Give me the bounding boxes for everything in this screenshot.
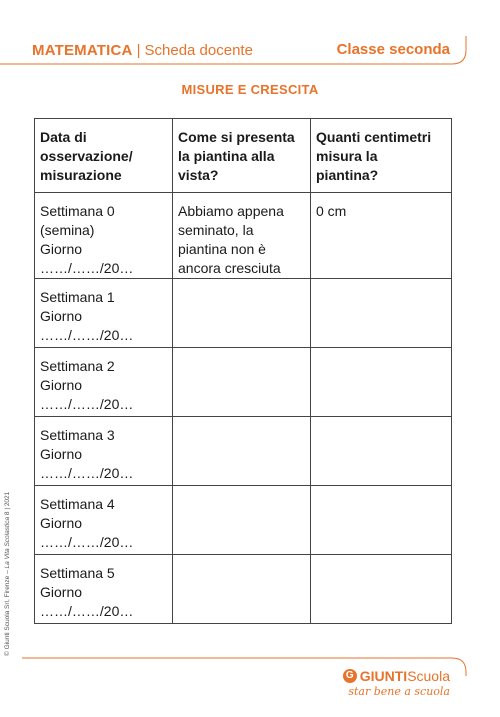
cell-line: Settimana 3 <box>40 427 115 443</box>
cell-line: seminato, la <box>178 222 254 238</box>
cell-line: piantina non è <box>178 241 266 257</box>
header-measure <box>311 119 452 193</box>
table-header-row <box>35 119 452 193</box>
logo-g-icon: G <box>343 669 357 683</box>
header-line: Come si presenta <box>178 129 295 145</box>
date-cell <box>35 486 173 555</box>
cell-line: 0 cm <box>316 203 347 219</box>
class-level-label: Classe seconda <box>336 41 450 58</box>
header-appearance <box>173 119 311 193</box>
table-row <box>35 486 452 555</box>
header-line: piantina? <box>316 167 379 183</box>
cell-line: ancora cresciuta <box>178 260 281 276</box>
cell-line: Abbiamo appena <box>178 203 284 219</box>
copyright-suffix: 8 | 2021 <box>4 491 11 517</box>
date-cell <box>35 555 173 624</box>
header-line: misura la <box>316 148 378 164</box>
measure-cell[interactable] <box>311 555 452 624</box>
appearance-cell[interactable] <box>173 193 311 279</box>
cell-line: Settimana 0 <box>40 203 115 219</box>
cell-line: ……/……/20… <box>40 260 134 276</box>
cell-line: Giorno <box>40 446 83 462</box>
cell-line: Settimana 1 <box>40 289 115 305</box>
table-row <box>35 417 452 486</box>
cell-line: ……/……/20… <box>40 534 134 550</box>
cell-line: Giorno <box>40 515 83 531</box>
logo-wordmark <box>343 668 450 684</box>
table-row <box>35 193 452 279</box>
appearance-cell[interactable] <box>173 486 311 555</box>
giunti-scuola-logo <box>343 668 450 698</box>
cell-line: Giorno <box>40 584 83 600</box>
date-cell <box>35 417 173 486</box>
header-rule <box>0 0 500 70</box>
cell-line: Giorno <box>40 308 83 324</box>
measure-cell[interactable] <box>311 279 452 348</box>
header-line: vista? <box>178 167 219 183</box>
date-cell <box>35 348 173 417</box>
cell-line: (semina) <box>40 222 95 238</box>
header-date <box>35 119 173 193</box>
cell-line: ……/……/20… <box>40 327 134 343</box>
measure-cell[interactable] <box>311 348 452 417</box>
header-line: misurazione <box>40 167 122 183</box>
copyright-prefix: © Giunti Scuola Srl, Firenze – <box>4 568 11 656</box>
page-title: MISURE E CRESCITA <box>181 82 319 97</box>
date-cell <box>35 193 173 279</box>
measure-cell[interactable] <box>311 193 452 279</box>
cell-line: ……/……/20… <box>40 396 134 412</box>
header-separator: | <box>136 42 141 59</box>
table-row <box>35 348 452 417</box>
sheet-kind-label: Scheda docente <box>144 42 253 59</box>
observation-table <box>34 118 452 624</box>
header-line: Quanti centimetri <box>316 129 432 145</box>
logo-brand-2: Scuola <box>407 668 450 684</box>
header-line: osservazione/ <box>40 148 133 164</box>
header-line: la piantina alla <box>178 148 275 164</box>
header-line: Data di <box>40 129 87 145</box>
cell-line: ……/……/20… <box>40 603 134 619</box>
cell-line: ……/……/20… <box>40 465 134 481</box>
table-row <box>35 555 452 624</box>
date-cell <box>35 279 173 348</box>
cell-line: Settimana 5 <box>40 565 115 581</box>
cell-line: Giorno <box>40 377 83 393</box>
cell-line: Giorno <box>40 241 83 257</box>
appearance-cell[interactable] <box>173 348 311 417</box>
appearance-cell[interactable] <box>173 555 311 624</box>
measure-cell[interactable] <box>311 486 452 555</box>
logo-tagline: star bene a scuola <box>348 685 450 698</box>
subject-label: MATEMATICA <box>32 42 133 59</box>
appearance-cell[interactable] <box>173 417 311 486</box>
copyright-note <box>4 492 11 656</box>
header-left <box>32 42 253 59</box>
cell-line: Settimana 4 <box>40 496 115 512</box>
appearance-cell[interactable] <box>173 279 311 348</box>
logo-brand: GIUNTI <box>359 668 408 684</box>
cell-line: Settimana 2 <box>40 358 115 374</box>
magazine-name: La Vita Scolastica <box>4 516 11 569</box>
table-row <box>35 279 452 348</box>
measure-cell[interactable] <box>311 417 452 486</box>
page-header <box>0 0 500 70</box>
